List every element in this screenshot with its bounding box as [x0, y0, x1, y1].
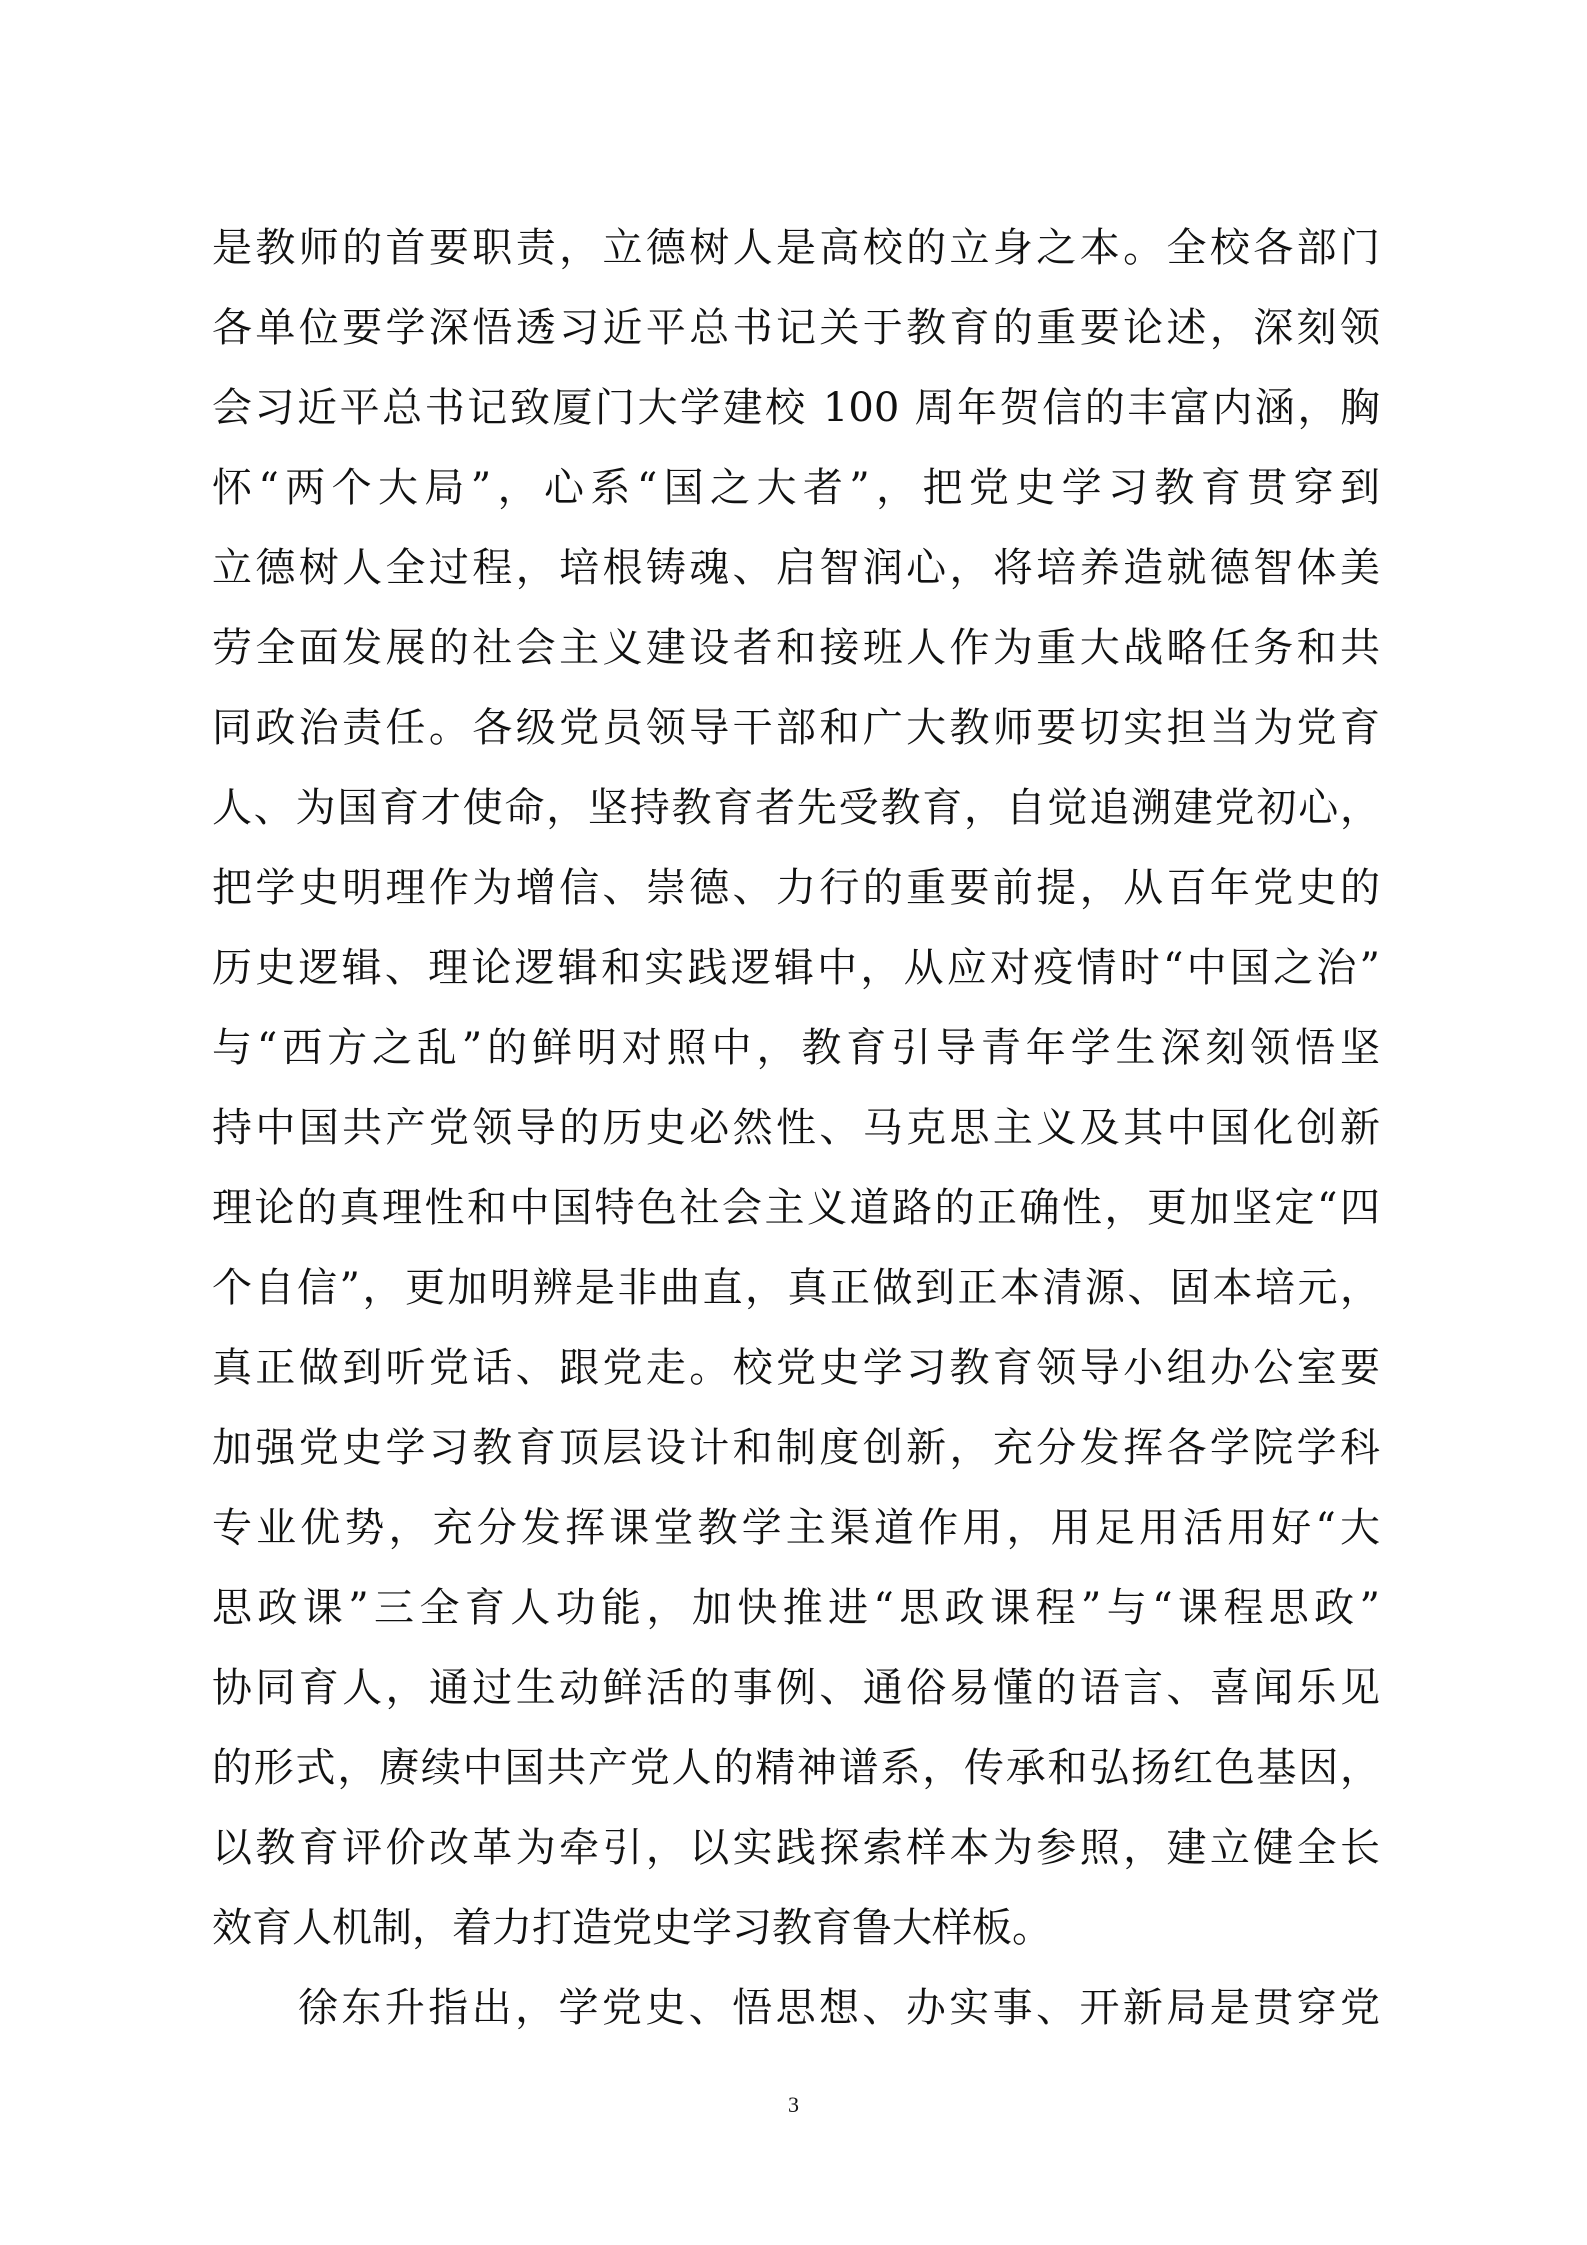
text-line: 立德树人全过程，培根铸魂、启智润心，将培养造就德智体美	[212, 545, 1380, 591]
text-line: 加强党史学习教育顶层设计和制度创新，充分发挥各学院学科	[212, 1425, 1380, 1471]
text-line: 以教育评价改革为牵引，以实践探索样本为参照，建立健全长	[212, 1825, 1380, 1871]
text-line: 理论的真理性和中国特色社会主义道路的正确性，更加坚定“四	[212, 1185, 1380, 1231]
text-line: 劳全面发展的社会主义建设者和接班人作为重大战略任务和共	[212, 625, 1380, 671]
text-line: 是教师的首要职责，立德树人是高校的立身之本。全校各部门	[212, 225, 1380, 271]
text-line: 专业优势，充分发挥课堂教学主渠道作用，用足用活用好“大	[212, 1505, 1380, 1551]
text-line: 历史逻辑、理论逻辑和实践逻辑中，从应对疫情时“中国之治”	[212, 945, 1380, 991]
text-line: 的形式，赓续中国共产党人的精神谱系，传承和弘扬红色基因，	[212, 1745, 1380, 1791]
text-line: 真正做到听党话、跟党走。校党史学习教育领导小组办公室要	[212, 1345, 1380, 1391]
text-line: 各单位要学深悟透习近平总书记关于教育的重要论述，深刻领	[212, 305, 1380, 351]
text-line: 同政治责任。各级党员领导干部和广大教师要切实担当为党育	[212, 705, 1380, 751]
page-number: 3	[788, 2092, 799, 2117]
text-line: 会习近平总书记致厦门大学建校 100 周年贺信的丰富内涵，胸	[212, 385, 1380, 431]
text-line: 人、为国育才使命，坚持教育者先受教育，自觉追溯建党初心，	[212, 785, 1380, 831]
text-line: 协同育人，通过生动鲜活的事例、通俗易懂的语言、喜闻乐见	[212, 1665, 1380, 1711]
text-line: 怀“两个大局”，心系“国之大者”，把党史学习教育贯穿到	[212, 465, 1380, 511]
text-line: 思政课”三全育人功能，加快推进“思政课程”与“课程思政”	[212, 1585, 1380, 1631]
paragraph-end-line: 效育人机制，着力打造党史学习教育鲁大样板。	[212, 1905, 1052, 1951]
text-line: 与“西方之乱”的鲜明对照中，教育引导青年学生深刻领悟坚	[212, 1025, 1380, 1071]
text-line: 把学史明理作为增信、崇德、力行的重要前提，从百年党史的	[212, 865, 1380, 911]
text-line: 持中国共产党领导的历史必然性、马克思主义及其中国化创新	[212, 1105, 1380, 1151]
paragraph-start-line: 徐东升指出，学党史、悟思想、办实事、开新局是贯穿党	[298, 1985, 1380, 2031]
body-text	[212, 208, 1380, 2048]
text-line: 个自信”，更加明辨是非曲直，真正做到正本清源、固本培元，	[212, 1265, 1380, 1311]
